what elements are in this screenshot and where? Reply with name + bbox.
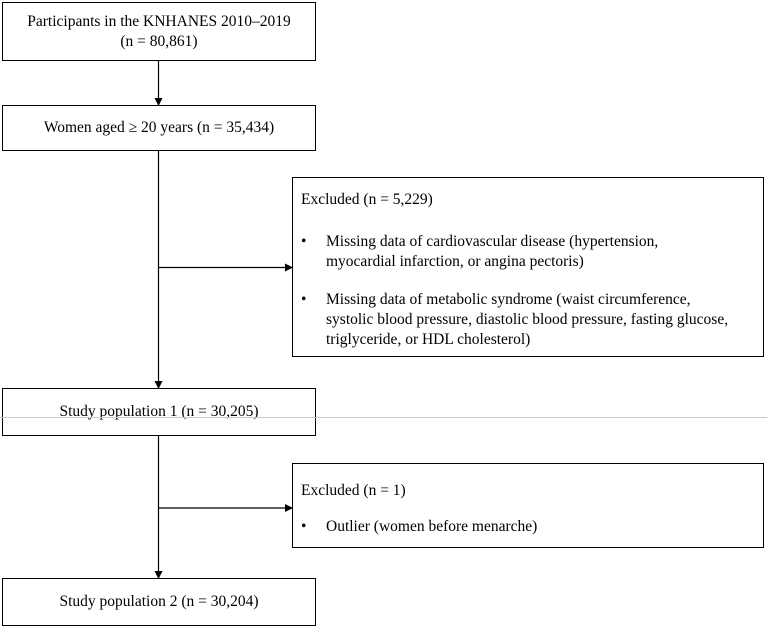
participants-box <box>2 2 316 61</box>
study-population-1-label: Study population 1 (n = 30,205) <box>59 403 259 420</box>
women-box <box>2 105 316 151</box>
women-label: Women aged ≥ 20 years (n = 35,434) <box>43 119 275 136</box>
bullet-icon: • <box>301 518 307 535</box>
excluded-2-title: Excluded (n = 1) <box>301 482 406 499</box>
participants-title: Participants in the KNHANES 2010–2019 <box>27 12 291 30</box>
excluded-1-item-1-line-2: myocardial infarction, or angina pectoris) <box>326 253 584 270</box>
excluded-box-1 <box>292 177 764 357</box>
excluded-2-item-1-line-1: Outlier (women before menarche) <box>326 518 538 535</box>
bullet-icon: • <box>301 233 307 250</box>
bullet-icon: • <box>301 291 307 308</box>
excluded-1-item-2-line-2: systolic blood pressure, diastolic blood pressure, fasting glucose, <box>326 311 729 328</box>
excluded-1-item-2-line-3: triglyceride, or HDL cholesterol) <box>326 331 531 348</box>
study-population-2-box <box>2 578 316 626</box>
excluded-1-item-metabolic <box>326 290 759 350</box>
excluded-1-item-1-line-1: Missing data of cardiovascular disease (hypertension, <box>326 233 659 250</box>
divider-line <box>0 417 767 418</box>
excluded-1-item-2-line-1: Missing data of metabolic syndrome (waist circumference, <box>326 291 691 308</box>
excluded-1-title: Excluded (n = 5,229) <box>301 191 433 208</box>
excluded-box-2 <box>292 463 764 548</box>
excluded-2-item-outlier <box>326 517 759 537</box>
excluded-1-item-cardiovascular <box>326 232 759 272</box>
study-population-2-label: Study population 2 (n = 30,204) <box>59 593 259 610</box>
participants-count: (n = 80,861) <box>120 32 198 50</box>
study-population-1-box <box>2 388 316 436</box>
